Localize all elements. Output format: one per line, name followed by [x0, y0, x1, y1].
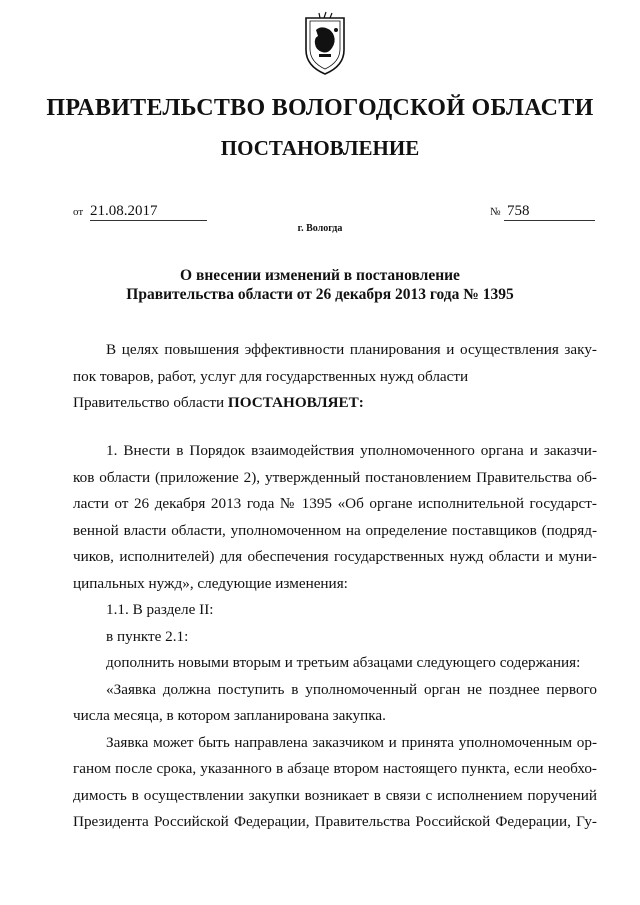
document-subject — [0, 266, 640, 304]
city: г. Вологда — [297, 223, 343, 234]
text-line: венной власти области, уполномоченном на определение поставщиков (подряд- — [73, 521, 597, 539]
text-line: ципальных нужд», следующие изменения: — [73, 574, 348, 592]
text-line: ласти от 26 декабря 2013 года № 1395 «Об органе исполнительной государст- — [73, 495, 597, 512]
document-date: 21.08.2017 — [90, 203, 207, 221]
text-line: димость в осуществлении закупки возникает в связи с исполнением поручений — [73, 786, 597, 804]
text-line: в пункте 2.1: — [106, 627, 189, 645]
text-line: В целях повышения эффективности планирования и осуществления заку- — [106, 341, 597, 358]
text-line — [73, 390, 597, 417]
text-line: Президента Российской Федерации, Правительства Российской Федерации, Гу- — [73, 813, 597, 830]
preamble — [73, 337, 597, 417]
document-kind: ПОСТАНОВЛЕНИЕ — [220, 136, 420, 160]
text-line: 1.1. В разделе II: — [106, 601, 214, 618]
document-number: 758 — [504, 203, 595, 221]
text-line: ганом после срока, указанного в абзаце втором настоящего пункта, если необхо- — [73, 760, 597, 777]
date-prefix: от — [73, 206, 84, 218]
text-line: Заявка может быть направлена заказчиком и принята уполномоченным ор- — [106, 733, 597, 751]
subject-line: О внесении изменений в постановление — [180, 267, 460, 284]
text-line: чиков, исполнителей) для обеспечения государственных нужд области и муни- — [73, 548, 597, 565]
document-body — [73, 438, 597, 836]
vologda-coat-of-arms-icon — [300, 8, 350, 78]
text-plain: Правительство области — [73, 394, 228, 411]
text-line: ков области (приложение 2), утвержденный постановлением Правительства об- — [73, 468, 597, 486]
text-line: пок товаров, работ, услуг для государственных нужд области — [73, 367, 469, 385]
text-line: «Заявка должна поступить в уполномоченный орган не позднее первого — [106, 680, 597, 698]
text-line: числа месяца, в котором запланирована закупка. — [73, 707, 386, 724]
number-prefix: № — [490, 206, 501, 218]
decree-keyword: ПОСТАНОВЛЯЕТ: — [227, 394, 364, 411]
subject-line: Правительства области от 26 декабря 2013 года № 1395 — [126, 286, 514, 303]
text-line: дополнить новыми вторым и третьим абзацами следующего содержания: — [106, 654, 581, 671]
government-title: ПРАВИТЕЛЬСТВО ВОЛОГОДСКОЙ ОБЛАСТИ — [46, 95, 594, 121]
text-line: 1. Внести в Порядок взаимодействия уполномоченного органа и заказчи- — [106, 442, 597, 459]
